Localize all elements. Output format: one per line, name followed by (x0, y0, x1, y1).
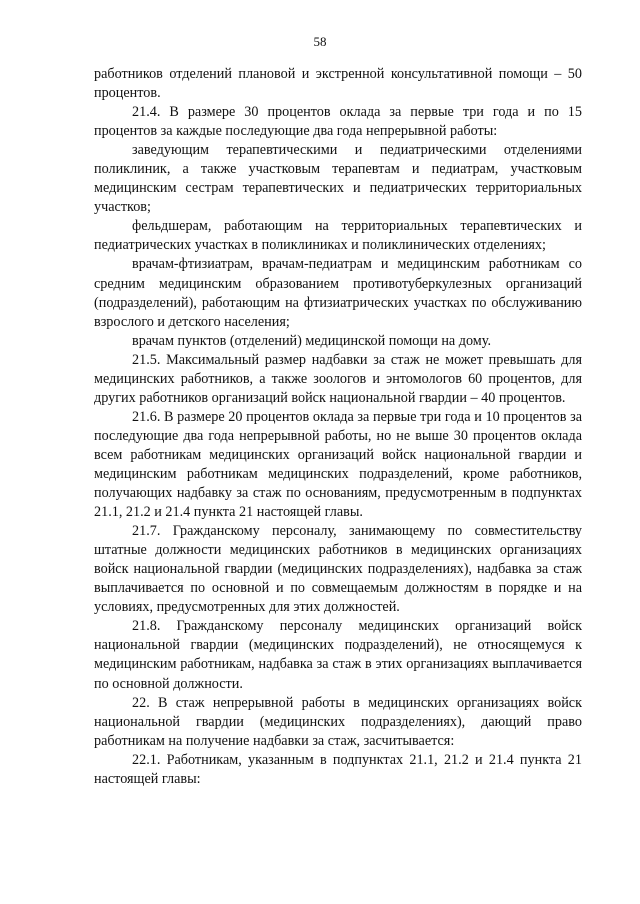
paragraph: 22.1. Работникам, указанным в подпунктах 21.1, 21.2 и 21.4 пункта 21 настоящей главы: (94, 751, 582, 787)
paragraph: работников отделений плановой и экстренной консультативной помощи – 50 процентов. (94, 66, 582, 102)
paragraph: врачам-фтизиатрам, врачам-педиатрам и медицинским работникам со средним медицинским образованием противотуберкулезных организаций (подразделений), работающим на фтизиатрических участках по обслуживанию взрослого и детского населения; (94, 256, 582, 330)
paragraph: 21.8. Гражданскому персоналу медицинских организаций войск национальной гвардии (медицинских подразделений), не относящемуся к медицинским работникам, надбавка за стаж в этих организациях выплачивается по основной должности. (94, 618, 582, 692)
paragraph: 21.4. В размере 30 процентов оклада за первые три года и по 15 процентов за каждые последующие два года непрерывной работы: (94, 104, 582, 140)
paragraph: 21.6. В размере 20 процентов оклада за первые три года и 10 процентов за последующие два года непрерывной работы, но не выше 30 процентов оклада всем работникам медицинских организаций войск национальной гвардии и медицинским работникам медицинских подразделений, кроме работников, получающих надбавку за стаж по основаниям, предусмотренным в подпунктах 21.1, 21.2 и 21.4 пункта 21 настоящей главы. (94, 408, 582, 521)
paragraph: врачам пунктов (отделений) медицинской помощи на дому. (132, 332, 492, 349)
paragraph: фельдшерам, работающим на территориальных терапевтических и педиатрических участках в поликлиниках и поликлинических отделениях; (94, 218, 582, 254)
paragraph: 21.7. Гражданскому персоналу, занимающему по совместительству штатные должности медицинских работников в медицинских организациях войск национальной гвардии (медицинских подразделениях), надбавка за стаж выплачивается по основной и по совмещаемым должностям в порядке и на условиях, предусмотренных для этих должностей. (94, 523, 582, 616)
paragraph: 21.5. Максимальный размер надбавки за стаж не может превышать для медицинских работников, а также зоологов и энтомологов 60 процентов, для других работников организаций войск национальной гвардии – 40 процентов. (94, 351, 582, 406)
paragraph: заведующим терапевтическими и педиатрическими отделениями поликлиник, а также участковым терапевтам и педиатрам, участковым медицинским сестрам терапевтических и педиатрических территориальных участков; (94, 142, 582, 216)
paragraph: 22. В стаж непрерывной работы в медицинских организациях войск национальной гвардии (медицинских подразделениях), дающий право работникам на получение надбавки за стаж, засчитывается: (94, 694, 582, 749)
document-body (94, 65, 582, 789)
page-number: 58 (313, 34, 327, 49)
